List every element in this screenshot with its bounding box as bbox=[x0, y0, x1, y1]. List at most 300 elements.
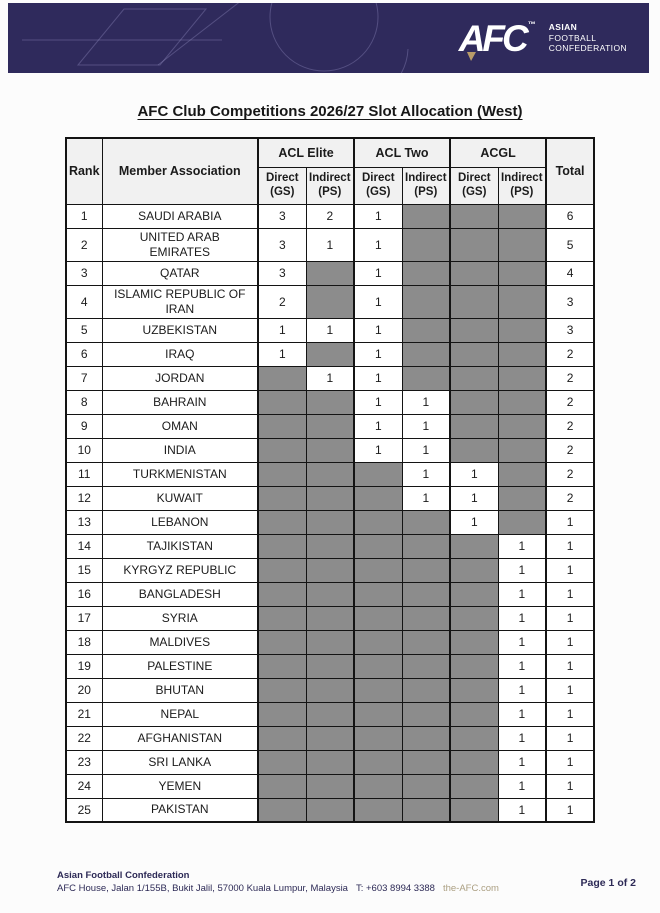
member-name: IRAQ bbox=[165, 346, 195, 361]
table-row bbox=[66, 228, 594, 261]
member-cell bbox=[102, 798, 258, 822]
blocked-cell bbox=[402, 582, 450, 606]
member-name: UNITED ARAB EMIRATES bbox=[139, 229, 220, 259]
blocked-cell bbox=[354, 678, 402, 702]
member-cell bbox=[102, 462, 258, 486]
blocked-cell bbox=[306, 285, 354, 318]
blocked-cell bbox=[354, 654, 402, 678]
blocked-cell bbox=[354, 606, 402, 630]
total-cell: 1 bbox=[546, 798, 594, 822]
blocked-cell bbox=[306, 702, 354, 726]
total-cell: 2 bbox=[546, 390, 594, 414]
acl-two-direct-cell: 1 bbox=[354, 342, 402, 366]
acgl-indirect-cell: 1 bbox=[498, 750, 546, 774]
col-header-rank: Rank bbox=[66, 138, 102, 204]
total-cell: 1 bbox=[546, 654, 594, 678]
org-line: ASIAN bbox=[548, 22, 578, 33]
rank-cell: 12 bbox=[66, 486, 102, 510]
header-line: (GS) bbox=[270, 185, 295, 198]
blocked-cell bbox=[402, 774, 450, 798]
member-cell bbox=[102, 318, 258, 342]
acl-two-indirect-cell: 1 bbox=[402, 414, 450, 438]
acl-two-direct-cell: 1 bbox=[354, 204, 402, 228]
blocked-cell bbox=[258, 606, 306, 630]
blocked-cell bbox=[402, 366, 450, 390]
member-name: INDIA bbox=[163, 442, 196, 457]
blocked-cell bbox=[354, 630, 402, 654]
table-row bbox=[66, 318, 594, 342]
table-row bbox=[66, 261, 594, 285]
acl-two-direct-cell: 1 bbox=[354, 438, 402, 462]
table-row bbox=[66, 366, 594, 390]
table-row bbox=[66, 750, 594, 774]
header-line: Indirect bbox=[309, 172, 351, 185]
blocked-cell bbox=[306, 678, 354, 702]
acgl-indirect-cell: 1 bbox=[498, 702, 546, 726]
afc-logotype bbox=[458, 17, 538, 59]
col-header-member-association: Member Association bbox=[102, 138, 258, 204]
col-header-acgl-indirect bbox=[498, 167, 546, 204]
blocked-cell bbox=[354, 462, 402, 486]
col-header-acl-two-direct bbox=[354, 167, 402, 204]
acl-elite-direct-cell: 3 bbox=[258, 261, 306, 285]
blocked-cell bbox=[402, 318, 450, 342]
acgl-direct-cell: 1 bbox=[450, 486, 498, 510]
acl-two-direct-cell: 1 bbox=[354, 414, 402, 438]
blocked-cell bbox=[450, 654, 498, 678]
rank-cell: 24 bbox=[66, 774, 102, 798]
blocked-cell bbox=[258, 630, 306, 654]
rank-cell: 9 bbox=[66, 414, 102, 438]
member-name: QATAR bbox=[160, 265, 200, 280]
table-row bbox=[66, 582, 594, 606]
blocked-cell bbox=[258, 390, 306, 414]
blocked-cell bbox=[306, 414, 354, 438]
blocked-cell bbox=[306, 558, 354, 582]
acl-elite-indirect-cell: 1 bbox=[306, 228, 354, 261]
table-row bbox=[66, 510, 594, 534]
member-cell bbox=[102, 366, 258, 390]
blocked-cell bbox=[402, 654, 450, 678]
rank-cell: 1 bbox=[66, 204, 102, 228]
total-cell: 2 bbox=[546, 342, 594, 366]
blocked-cell bbox=[498, 342, 546, 366]
blocked-cell bbox=[258, 534, 306, 558]
total-cell: 3 bbox=[546, 318, 594, 342]
col-header-acl-two-indirect bbox=[402, 167, 450, 204]
blocked-cell bbox=[402, 750, 450, 774]
member-name: BAHRAIN bbox=[153, 394, 207, 409]
member-name: PALESTINE bbox=[147, 658, 213, 673]
blocked-cell bbox=[354, 798, 402, 822]
rank-cell: 2 bbox=[66, 228, 102, 261]
col-header-acl-elite-direct bbox=[258, 167, 306, 204]
member-name: KYRGYZ REPUBLIC bbox=[123, 562, 237, 577]
acl-two-indirect-cell: 1 bbox=[402, 438, 450, 462]
footer-org-name: Asian Football Confederation bbox=[57, 870, 190, 882]
rank-cell: 19 bbox=[66, 654, 102, 678]
total-cell: 1 bbox=[546, 702, 594, 726]
afc-logo bbox=[459, 3, 627, 73]
blocked-cell bbox=[402, 702, 450, 726]
rank-cell: 3 bbox=[66, 261, 102, 285]
member-name: TURKMENISTAN bbox=[132, 466, 227, 481]
member-name: BHUTAN bbox=[155, 682, 204, 697]
blocked-cell bbox=[354, 510, 402, 534]
member-name: TAJIKISTAN bbox=[146, 538, 213, 553]
acl-elite-direct-cell: 1 bbox=[258, 342, 306, 366]
col-header-total: Total bbox=[546, 138, 594, 204]
blocked-cell bbox=[450, 606, 498, 630]
blocked-cell bbox=[498, 438, 546, 462]
blocked-cell bbox=[258, 750, 306, 774]
header-line: Indirect bbox=[405, 172, 447, 185]
total-cell: 6 bbox=[546, 204, 594, 228]
blocked-cell bbox=[498, 228, 546, 261]
blocked-cell bbox=[450, 630, 498, 654]
member-cell bbox=[102, 261, 258, 285]
acgl-indirect-cell: 1 bbox=[498, 798, 546, 822]
acgl-indirect-cell: 1 bbox=[498, 678, 546, 702]
member-name: KUWAIT bbox=[156, 490, 203, 505]
blocked-cell bbox=[450, 342, 498, 366]
blocked-cell bbox=[450, 261, 498, 285]
member-cell bbox=[102, 654, 258, 678]
blocked-cell bbox=[402, 510, 450, 534]
header-line: Direct bbox=[361, 172, 395, 185]
acl-elite-direct-cell: 2 bbox=[258, 285, 306, 318]
blocked-cell bbox=[450, 726, 498, 750]
rank-cell: 13 bbox=[66, 510, 102, 534]
member-cell bbox=[102, 486, 258, 510]
org-line: FOOTBALL bbox=[548, 32, 597, 43]
blocked-cell bbox=[354, 702, 402, 726]
blocked-cell bbox=[450, 414, 498, 438]
member-cell bbox=[102, 534, 258, 558]
col-header-acl-elite-indirect bbox=[306, 167, 354, 204]
total-cell: 3 bbox=[546, 285, 594, 318]
member-name: SRI LANKA bbox=[148, 754, 212, 769]
rank-cell: 16 bbox=[66, 582, 102, 606]
total-cell: 2 bbox=[546, 486, 594, 510]
header-line: (GS) bbox=[462, 185, 487, 198]
blocked-cell bbox=[498, 414, 546, 438]
member-name: UZBEKISTAN bbox=[142, 322, 218, 337]
blocked-cell bbox=[450, 702, 498, 726]
table-row bbox=[66, 606, 594, 630]
rank-cell: 20 bbox=[66, 678, 102, 702]
blocked-cell bbox=[258, 798, 306, 822]
acgl-direct-cell: 1 bbox=[450, 510, 498, 534]
blocked-cell bbox=[258, 510, 306, 534]
total-cell: 1 bbox=[546, 630, 594, 654]
blocked-cell bbox=[498, 390, 546, 414]
blocked-cell bbox=[498, 462, 546, 486]
page-number: Page 1 of 2 bbox=[580, 877, 636, 890]
blocked-cell bbox=[258, 486, 306, 510]
acl-two-indirect-cell: 1 bbox=[402, 486, 450, 510]
blocked-cell bbox=[402, 204, 450, 228]
member-name: SYRIA bbox=[161, 610, 198, 625]
acgl-indirect-cell: 1 bbox=[498, 774, 546, 798]
group-header-acl-two: ACL Two bbox=[354, 138, 450, 167]
blocked-cell bbox=[306, 438, 354, 462]
member-cell bbox=[102, 678, 258, 702]
blocked-cell bbox=[498, 510, 546, 534]
member-cell bbox=[102, 582, 258, 606]
table-row bbox=[66, 798, 594, 822]
blocked-cell bbox=[498, 366, 546, 390]
table-row bbox=[66, 678, 594, 702]
acl-elite-indirect-cell: 1 bbox=[306, 318, 354, 342]
page-title: AFC Club Competitions 2026/27 Slot Allocation (West) bbox=[137, 103, 523, 120]
member-name: OMAN bbox=[161, 418, 198, 433]
header-line: Indirect bbox=[501, 172, 543, 185]
table-row bbox=[66, 630, 594, 654]
rank-cell: 10 bbox=[66, 438, 102, 462]
blocked-cell bbox=[354, 558, 402, 582]
total-cell: 1 bbox=[546, 582, 594, 606]
acl-two-direct-cell: 1 bbox=[354, 366, 402, 390]
table-row bbox=[66, 390, 594, 414]
blocked-cell bbox=[258, 462, 306, 486]
blocked-cell bbox=[354, 726, 402, 750]
member-name: AFGHANISTAN bbox=[137, 730, 222, 745]
member-name: SAUDI ARABIA bbox=[138, 208, 222, 223]
total-cell: 2 bbox=[546, 462, 594, 486]
blocked-cell bbox=[498, 285, 546, 318]
page-footer bbox=[57, 870, 636, 896]
blocked-cell bbox=[450, 228, 498, 261]
member-name: YEMEN bbox=[158, 778, 202, 793]
rank-cell: 21 bbox=[66, 702, 102, 726]
header-line: Direct bbox=[265, 172, 299, 185]
total-cell: 1 bbox=[546, 558, 594, 582]
blocked-cell bbox=[402, 261, 450, 285]
rank-cell: 11 bbox=[66, 462, 102, 486]
footer-phone: T: +603 8994 3388 bbox=[355, 883, 435, 895]
blocked-cell bbox=[306, 510, 354, 534]
acl-elite-direct-cell: 3 bbox=[258, 228, 306, 261]
header-line: (PS) bbox=[318, 185, 342, 198]
member-cell bbox=[102, 630, 258, 654]
member-cell bbox=[102, 414, 258, 438]
total-cell: 1 bbox=[546, 606, 594, 630]
table-row bbox=[66, 204, 594, 228]
blocked-cell bbox=[402, 228, 450, 261]
rank-cell: 7 bbox=[66, 366, 102, 390]
org-name-lines bbox=[549, 22, 627, 53]
rank-cell: 8 bbox=[66, 390, 102, 414]
afc-logo-letters: AFC bbox=[458, 17, 526, 59]
member-name: JORDAN bbox=[155, 370, 205, 385]
blocked-cell bbox=[402, 558, 450, 582]
blocked-cell bbox=[354, 534, 402, 558]
total-cell: 1 bbox=[546, 750, 594, 774]
blocked-cell bbox=[402, 630, 450, 654]
blocked-cell bbox=[498, 261, 546, 285]
logo-gold-accent-icon bbox=[465, 52, 476, 61]
table-row bbox=[66, 285, 594, 318]
total-cell: 1 bbox=[546, 678, 594, 702]
footer-address: AFC House, Jalan 1/155B, Bukit Jalil, 57000 Kuala Lumpur, Malaysia bbox=[57, 883, 348, 895]
rank-cell: 17 bbox=[66, 606, 102, 630]
blocked-cell bbox=[306, 390, 354, 414]
total-cell: 1 bbox=[546, 774, 594, 798]
blocked-cell bbox=[258, 654, 306, 678]
blocked-cell bbox=[450, 534, 498, 558]
footer-contact-block bbox=[57, 870, 499, 896]
member-cell bbox=[102, 204, 258, 228]
rank-cell: 23 bbox=[66, 750, 102, 774]
acl-elite-indirect-cell: 1 bbox=[306, 366, 354, 390]
blocked-cell bbox=[306, 798, 354, 822]
blocked-cell bbox=[354, 582, 402, 606]
member-name: PAKISTAN bbox=[150, 802, 209, 817]
acl-two-direct-cell: 1 bbox=[354, 228, 402, 261]
blocked-cell bbox=[402, 606, 450, 630]
acgl-indirect-cell: 1 bbox=[498, 630, 546, 654]
member-cell bbox=[102, 726, 258, 750]
header-line: Direct bbox=[457, 172, 491, 185]
member-name: NEPAL bbox=[160, 706, 200, 721]
blocked-cell bbox=[306, 462, 354, 486]
total-cell: 2 bbox=[546, 414, 594, 438]
blocked-cell bbox=[258, 366, 306, 390]
blocked-cell bbox=[354, 750, 402, 774]
header-line: (PS) bbox=[414, 185, 438, 198]
table-row bbox=[66, 342, 594, 366]
total-cell: 2 bbox=[546, 438, 594, 462]
rank-cell: 15 bbox=[66, 558, 102, 582]
acl-two-direct-cell: 1 bbox=[354, 318, 402, 342]
acl-elite-direct-cell: 1 bbox=[258, 318, 306, 342]
blocked-cell bbox=[402, 678, 450, 702]
blocked-cell bbox=[450, 774, 498, 798]
member-cell bbox=[102, 606, 258, 630]
blocked-cell bbox=[498, 486, 546, 510]
blocked-cell bbox=[258, 702, 306, 726]
table-row bbox=[66, 726, 594, 750]
blocked-cell bbox=[354, 774, 402, 798]
member-name: MALDIVES bbox=[149, 634, 211, 649]
acgl-direct-cell: 1 bbox=[450, 462, 498, 486]
member-name: ISLAMIC REPUBLIC OF IRAN bbox=[114, 286, 246, 316]
blocked-cell bbox=[498, 318, 546, 342]
blocked-cell bbox=[450, 678, 498, 702]
blocked-cell bbox=[306, 261, 354, 285]
blocked-cell bbox=[306, 342, 354, 366]
acl-two-direct-cell: 1 bbox=[354, 261, 402, 285]
total-cell: 1 bbox=[546, 510, 594, 534]
acgl-indirect-cell: 1 bbox=[498, 726, 546, 750]
table-row bbox=[66, 486, 594, 510]
group-header-acl-elite: ACL Elite bbox=[258, 138, 354, 167]
member-cell bbox=[102, 702, 258, 726]
member-name: LEBANON bbox=[151, 514, 209, 529]
member-name: BANGLADESH bbox=[138, 586, 221, 601]
blocked-cell bbox=[258, 558, 306, 582]
acl-two-direct-cell: 1 bbox=[354, 285, 402, 318]
blocked-cell bbox=[306, 630, 354, 654]
blocked-cell bbox=[306, 750, 354, 774]
acl-two-direct-cell: 1 bbox=[354, 390, 402, 414]
member-cell bbox=[102, 390, 258, 414]
blocked-cell bbox=[258, 678, 306, 702]
member-cell bbox=[102, 774, 258, 798]
member-cell bbox=[102, 558, 258, 582]
acgl-indirect-cell: 1 bbox=[498, 582, 546, 606]
rank-cell: 6 bbox=[66, 342, 102, 366]
acl-elite-indirect-cell: 2 bbox=[306, 204, 354, 228]
blocked-cell bbox=[450, 285, 498, 318]
rank-cell: 18 bbox=[66, 630, 102, 654]
blocked-cell bbox=[450, 366, 498, 390]
table-row bbox=[66, 774, 594, 798]
total-cell: 1 bbox=[546, 534, 594, 558]
table-row bbox=[66, 438, 594, 462]
blocked-cell bbox=[306, 606, 354, 630]
footer-address-line bbox=[57, 883, 499, 896]
blocked-cell bbox=[450, 558, 498, 582]
blocked-cell bbox=[450, 438, 498, 462]
blocked-cell bbox=[450, 750, 498, 774]
blocked-cell bbox=[306, 534, 354, 558]
member-cell bbox=[102, 750, 258, 774]
acl-two-indirect-cell: 1 bbox=[402, 390, 450, 414]
blocked-cell bbox=[450, 318, 498, 342]
blocked-cell bbox=[258, 438, 306, 462]
footer-website-link: the-AFC.com bbox=[442, 883, 499, 895]
blocked-cell bbox=[306, 774, 354, 798]
rank-cell: 4 bbox=[66, 285, 102, 318]
blocked-cell bbox=[258, 774, 306, 798]
group-header-acgl: ACGL bbox=[450, 138, 546, 167]
header-line: (PS) bbox=[510, 185, 534, 198]
table-row bbox=[66, 702, 594, 726]
table-row bbox=[66, 462, 594, 486]
total-cell: 5 bbox=[546, 228, 594, 261]
blocked-cell bbox=[450, 582, 498, 606]
table-row bbox=[66, 654, 594, 678]
org-line: CONFEDERATION bbox=[548, 43, 627, 54]
blocked-cell bbox=[306, 654, 354, 678]
blocked-cell bbox=[402, 342, 450, 366]
acl-elite-direct-cell: 3 bbox=[258, 204, 306, 228]
slot-allocation-table bbox=[65, 137, 595, 823]
header-line: (GS) bbox=[366, 185, 391, 198]
rank-cell: 14 bbox=[66, 534, 102, 558]
blocked-cell bbox=[258, 726, 306, 750]
rank-cell: 25 bbox=[66, 798, 102, 822]
blocked-cell bbox=[450, 390, 498, 414]
member-cell bbox=[102, 510, 258, 534]
rank-cell: 5 bbox=[66, 318, 102, 342]
total-cell: 1 bbox=[546, 726, 594, 750]
acgl-indirect-cell: 1 bbox=[498, 654, 546, 678]
blocked-cell bbox=[402, 285, 450, 318]
blocked-cell bbox=[306, 726, 354, 750]
blocked-cell bbox=[306, 486, 354, 510]
member-cell bbox=[102, 342, 258, 366]
blocked-cell bbox=[402, 534, 450, 558]
total-cell: 4 bbox=[546, 261, 594, 285]
total-cell: 2 bbox=[546, 366, 594, 390]
blocked-cell bbox=[306, 582, 354, 606]
acl-two-indirect-cell: 1 bbox=[402, 462, 450, 486]
blocked-cell bbox=[402, 726, 450, 750]
acgl-indirect-cell: 1 bbox=[498, 558, 546, 582]
